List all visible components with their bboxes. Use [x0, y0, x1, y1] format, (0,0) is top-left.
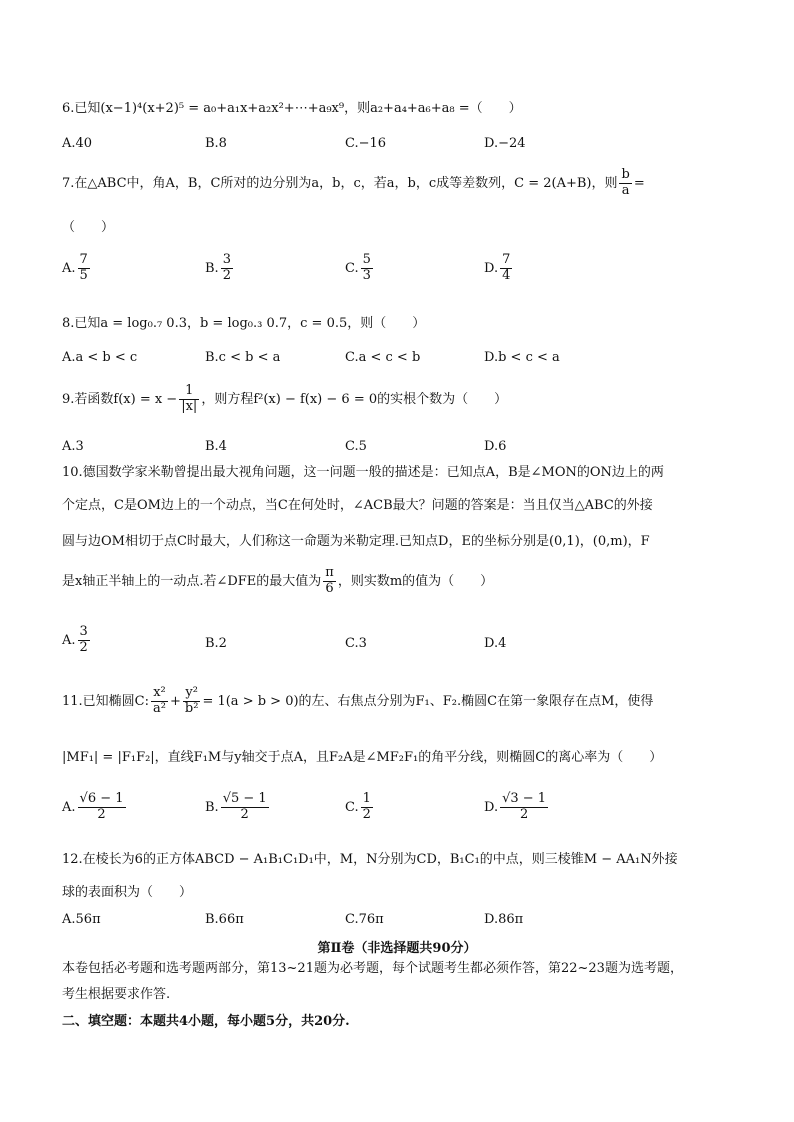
question-10-options [62, 625, 742, 659]
plus-sign: + [169, 693, 181, 709]
frac-den: 3 [362, 267, 371, 283]
option-label: B. [205, 799, 219, 815]
question-8: 8.已知a = log₀.₇ 0.3，b = log₀.₃ 0.7，c = 0.5，则（ ） [62, 316, 426, 331]
frac-den: 2 [519, 806, 529, 822]
option-fraction [361, 253, 373, 284]
frac-den: |x| [181, 398, 198, 414]
option-fraction [500, 253, 512, 284]
frac-den: 2 [222, 267, 231, 283]
question-7 [62, 168, 645, 199]
frac-den: a² [153, 700, 166, 716]
option-label: A. [62, 632, 76, 648]
question-12-line-1: 12.在棱长为6的正方体ABCD − A₁B₁C₁D₁中，M，N分别为CD，B₁C₁的中点，则三棱锥M − AA₁N外接 [62, 852, 678, 867]
question-7-text: 7.在△ABC中，角A，B，C所对的边分别为a，b，c，若a，b，c成等差数列，C = 2(A+B)，则 [62, 175, 618, 191]
part-2-description-line-2: 考生根据要求作答. [62, 987, 171, 1002]
option-c[interactable]: C.a < c < b [345, 350, 421, 365]
part-2-description-line-1: 本卷包括必考题和选考题两部分，第13~21题为必考题，每个试题考生都必须作答，第22~23题为选考题， [62, 961, 683, 976]
frac-den: 5 [79, 267, 88, 283]
question-9-post: ，则方程f²(x) − f(x) − 6 = 0的实根个数为（ ） [201, 391, 508, 407]
frac-num: x² [151, 686, 168, 702]
question-9 [62, 384, 507, 415]
frac-num: π [325, 565, 334, 580]
question-10-line-4 [62, 566, 493, 597]
frac-num: 7 [79, 252, 88, 267]
question-11-pre: 11.已知椭圆C: [62, 693, 150, 709]
question-10-line-2: 个定点，C是OM边上的一个动点，当C在何处时，∠ACB最大？问题的答案是：当且仅当△ABC的外接 [62, 498, 653, 513]
question-12-options [62, 912, 742, 928]
option-a[interactable] [62, 792, 128, 823]
question-11-options [62, 792, 742, 826]
option-label: D. [484, 799, 499, 815]
frac-num: b [621, 167, 630, 182]
question-6-options [62, 136, 742, 152]
frac-den: 2 [97, 806, 106, 822]
frac-den: a [621, 182, 630, 198]
option-a[interactable]: A.a < b < c [62, 350, 138, 365]
option-d[interactable] [484, 253, 514, 284]
option-b[interactable]: B.66π [205, 912, 244, 927]
option-a[interactable]: A.40 [62, 136, 93, 151]
question-11-post: = 1(a > b > 0)的左、右焦点分别为F₁、F₂.椭圆C在第一象限存在点M，使得 [202, 693, 654, 709]
frac-den: 6 [325, 580, 334, 596]
fraction-pi-over-6 [323, 566, 336, 597]
question-9-pre: 9.若函数f(x) = x − [62, 391, 178, 407]
option-label: A. [62, 260, 76, 276]
option-label: D. [484, 260, 499, 276]
frac-num: 7 [502, 252, 511, 267]
option-d[interactable]: D.4 [484, 636, 507, 651]
question-8-options [62, 350, 742, 366]
frac-den: b² [184, 700, 199, 716]
option-a[interactable]: A.3 [62, 439, 84, 454]
question-7-options [62, 253, 742, 287]
question-10-line-4-pre: 是x轴正半轴上的一动点.若∠DFE的最大值为 [62, 573, 322, 589]
frac-num: 1 [362, 791, 371, 806]
frac-num: √3 − 1 [502, 791, 547, 806]
option-c[interactable] [345, 253, 375, 284]
option-b[interactable] [205, 253, 235, 284]
option-label: B. [205, 260, 219, 276]
option-c[interactable]: C.5 [345, 439, 367, 454]
option-b[interactable] [205, 792, 271, 823]
option-a[interactable] [62, 625, 92, 656]
option-c[interactable] [345, 792, 375, 823]
frac-num: 5 [362, 252, 371, 267]
option-fraction [78, 625, 90, 656]
frac-num: 3 [222, 252, 231, 267]
option-d[interactable]: D.6 [484, 439, 507, 454]
option-label: C. [345, 260, 359, 276]
option-d[interactable]: D.−24 [484, 136, 526, 151]
question-10-line-4-post: ，则实数m的值为（ ） [337, 573, 494, 589]
option-d[interactable] [484, 792, 550, 823]
question-10-line-3: 圆与边OM相切于点C时最大，人们称这一命题为米勒定理.已知点D，E的坐标分别是(0,1)，(0,m)，F [62, 534, 650, 549]
fraction-x2-over-a2 [151, 686, 168, 717]
option-a[interactable]: A.56π [62, 912, 101, 927]
option-c[interactable]: C.3 [345, 636, 367, 651]
fill-in-section-heading: 二、填空题：本题共4小题，每小题5分，共20分. [62, 1014, 350, 1029]
question-9-options [62, 439, 742, 455]
option-fraction [78, 792, 126, 823]
equals-sign: = [633, 175, 645, 191]
option-b[interactable]: B.2 [205, 636, 227, 651]
option-label: A. [62, 799, 76, 815]
option-b[interactable]: B.c < b < a [205, 350, 281, 365]
question-12-line-2: 球的表面积为（ ） [62, 885, 193, 900]
frac-den: 2 [240, 806, 249, 822]
question-7-paren: （ ） [62, 220, 115, 235]
part-2-title: 第Ⅱ卷（非选择题共90分） [317, 941, 477, 956]
frac-num: 1 [179, 384, 199, 400]
option-fraction [361, 792, 373, 823]
option-b[interactable]: B.4 [205, 439, 227, 454]
option-label: C. [345, 799, 359, 815]
frac-den: 4 [502, 267, 511, 283]
frac-num: √5 − 1 [222, 791, 267, 806]
option-b[interactable]: B.8 [205, 136, 227, 151]
option-a[interactable] [62, 253, 92, 284]
option-c[interactable]: C.76π [345, 912, 384, 927]
frac-den: 2 [79, 639, 88, 655]
frac-num: 3 [79, 624, 88, 639]
option-d[interactable]: D.b < c < a [484, 350, 560, 365]
option-fraction [500, 792, 548, 823]
frac-den: 2 [362, 806, 371, 822]
question-11-line-2: |MF₁| = |F₁F₂|，直线F₁M与y轴交于点A，且F₂A是∠MF₂F₁的角平分线，则椭圆C的离心率为（ ） [62, 750, 663, 765]
frac-num: √6 − 1 [79, 791, 124, 806]
option-d[interactable]: D.86π [484, 912, 524, 927]
question-10-line-1: 10.德国数学家米勒曾提出最大视角问题，这一问题一般的描述是：已知点A，B是∠MON的ON边上的两 [62, 465, 664, 480]
fraction-one-over-abs-x [179, 384, 199, 415]
option-fraction [78, 253, 90, 284]
fraction-y2-over-b2 [183, 686, 201, 717]
fraction-b-over-a [619, 168, 631, 199]
question-11-line-1 [62, 686, 653, 717]
option-c[interactable]: C.−16 [345, 136, 387, 151]
option-fraction [221, 792, 269, 823]
option-fraction [221, 253, 233, 284]
question-6: 6.已知(x−1)⁴(x+2)⁵ = a₀+a₁x+a₂x²+⋯+a₉x⁹，则a₂+a₄+a₆+a₈ =（ ） [62, 101, 522, 116]
frac-num: y² [183, 686, 201, 702]
